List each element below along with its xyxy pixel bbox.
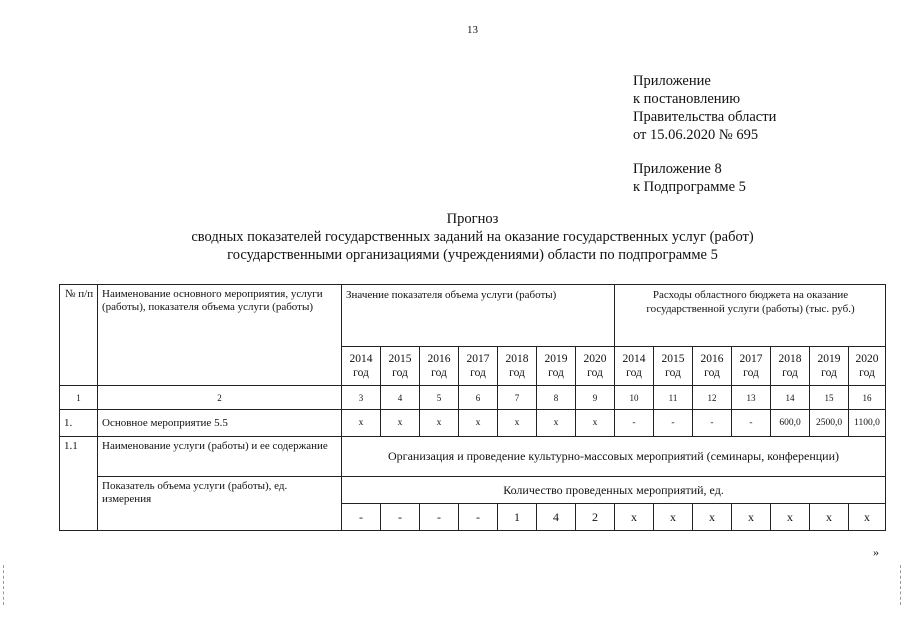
column-number: 7 <box>498 386 537 410</box>
column-number: 3 <box>342 386 381 410</box>
column-number: 1 <box>60 386 98 410</box>
header-num: № п/п <box>60 285 98 386</box>
table-cell: - <box>693 410 732 437</box>
year-header: 2016 год <box>693 347 732 386</box>
year-header: 2020 год <box>576 347 615 386</box>
title-line: государственными организациями (учреждениями) области по подпрограмме 5 <box>227 247 718 263</box>
year-header: 2019 год <box>537 347 576 386</box>
year-header: 2020 год <box>849 347 886 386</box>
table-cell: x <box>615 504 654 531</box>
title-line: сводных показателей государственных заданий на оказание государственных услуг (работ) <box>191 229 754 245</box>
table-cell: x <box>693 504 732 531</box>
scan-margin-left <box>3 565 5 605</box>
table-cell: x <box>459 410 498 437</box>
table-cell: x <box>849 504 886 531</box>
table-cell: - <box>732 410 771 437</box>
year-header: 2017 год <box>459 347 498 386</box>
indicator-value: Количество проведенных мероприятий, ед. <box>342 477 886 504</box>
service-label: Наименование услуги (работы) и ее содержание <box>98 437 342 477</box>
year-header: 2015 год <box>654 347 693 386</box>
header-expenses: Расходы областного бюджета на оказание государственной услуги (работы) (тыс. руб.) <box>615 285 886 347</box>
column-numbers-row <box>60 386 886 410</box>
table-cell: - <box>615 410 654 437</box>
column-number: 14 <box>771 386 810 410</box>
table-cell: 4 <box>537 504 576 531</box>
column-number: 10 <box>615 386 654 410</box>
table-row <box>60 410 886 437</box>
year-header: 2014 год <box>342 347 381 386</box>
row-name: Основное мероприятие 5.5 <box>98 410 342 437</box>
column-number: 15 <box>810 386 849 410</box>
table-cell: 600,0 <box>771 410 810 437</box>
table-cell: x <box>732 504 771 531</box>
column-number: 4 <box>381 386 420 410</box>
column-number: 5 <box>420 386 459 410</box>
table-cell: x <box>810 504 849 531</box>
table-cell: 2 <box>576 504 615 531</box>
indicators-table <box>59 284 886 531</box>
appendix-line: Правительства области <box>633 109 777 125</box>
header-volume: Значение показателя объема услуги (работы) <box>342 285 615 347</box>
page-number: 13 <box>467 24 478 36</box>
table-cell: - <box>654 410 693 437</box>
row-number: 1. <box>60 410 98 437</box>
table-cell: - <box>381 504 420 531</box>
year-header: 2016 год <box>420 347 459 386</box>
column-number: 13 <box>732 386 771 410</box>
title-line: Прогноз <box>446 211 499 227</box>
column-number: 8 <box>537 386 576 410</box>
continuation-mark: » <box>873 545 879 559</box>
column-number: 12 <box>693 386 732 410</box>
table-cell: 2500,0 <box>810 410 849 437</box>
table-cell: - <box>420 504 459 531</box>
appendix-line: от 15.06.2020 № 695 <box>633 127 759 143</box>
appendix-line: Приложение <box>633 73 711 89</box>
indicator-label: Показатель объема услуги (работы), ед. измерения <box>98 477 342 531</box>
table-cell: - <box>459 504 498 531</box>
table-cell: - <box>342 504 381 531</box>
column-number: 16 <box>849 386 886 410</box>
year-header: 2019 год <box>810 347 849 386</box>
service-value: Организация и проведение культурно-массовых мероприятий (семинары, конференции) <box>342 437 886 477</box>
table-cell: x <box>771 504 810 531</box>
document-title <box>0 210 905 264</box>
header-name: Наименование основного мероприятия, услуги (работы), показателя объема услуги (работы) <box>98 285 342 386</box>
appendix-line: Приложение 8 <box>633 161 722 177</box>
table-row <box>60 437 886 477</box>
scan-margin-right <box>900 565 902 605</box>
year-header: 2014 год <box>615 347 654 386</box>
year-header: 2017 год <box>732 347 771 386</box>
table-row <box>60 477 886 504</box>
table-cell: 1 <box>498 504 537 531</box>
column-number: 6 <box>459 386 498 410</box>
table-cell: 1100,0 <box>849 410 886 437</box>
appendix-block <box>633 72 776 196</box>
year-header: 2018 год <box>498 347 537 386</box>
table-cell: x <box>576 410 615 437</box>
appendix-line: к Подпрограмме 5 <box>633 179 746 195</box>
column-number: 11 <box>654 386 693 410</box>
column-number: 2 <box>98 386 342 410</box>
appendix-line: к постановлению <box>633 91 741 107</box>
table-cell: x <box>498 410 537 437</box>
table-cell: x <box>381 410 420 437</box>
table-cell: x <box>342 410 381 437</box>
year-header: 2015 год <box>381 347 420 386</box>
table-cell: x <box>537 410 576 437</box>
row-number: 1.1 <box>60 437 98 531</box>
table-cell: x <box>420 410 459 437</box>
table-cell: x <box>654 504 693 531</box>
year-header: 2018 год <box>771 347 810 386</box>
column-number: 9 <box>576 386 615 410</box>
